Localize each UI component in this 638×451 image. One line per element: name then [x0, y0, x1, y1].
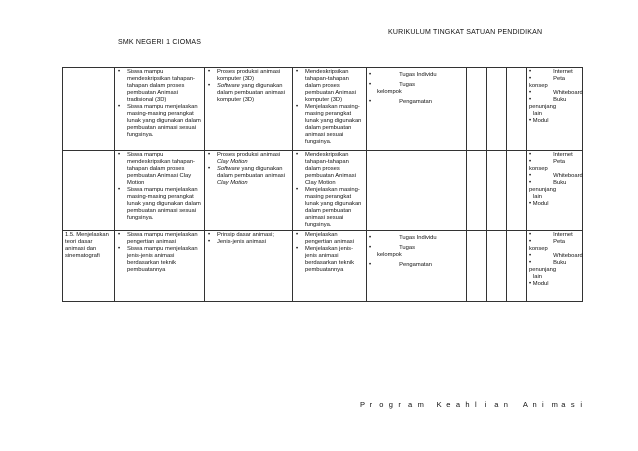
material-text: Jenis-jenis animasi — [217, 239, 266, 245]
material-cell — [205, 231, 293, 302]
footer-word-keahlian — [437, 400, 514, 409]
empty-cell — [467, 68, 487, 151]
material-italic: Clay Motion — [217, 159, 248, 165]
footer-letter: l — [475, 400, 477, 409]
resource-item: • Buku penunjang — [529, 260, 567, 273]
footer-letter: r — [369, 400, 373, 409]
table-row — [63, 68, 583, 151]
resource-item: • Internet — [529, 69, 573, 75]
resource-label: Buku penunjang — [529, 97, 567, 110]
footer-letter: a — [494, 400, 499, 409]
resource-item: • Peta konsep — [529, 76, 566, 89]
material-text: yang digunakan dalam pembuatan animasi komputer (3D) — [217, 83, 285, 103]
footer-letter: s — [570, 400, 575, 409]
material-item — [214, 83, 290, 104]
footer-letter: a — [407, 400, 413, 409]
material-item — [214, 232, 290, 239]
resource-item: • Modul — [529, 201, 549, 207]
assessment-label: Tugas Individu — [399, 235, 437, 241]
footer-program — [360, 400, 590, 409]
resource-label: Whiteboard — [553, 173, 583, 179]
school-name: SMK NEGERI 1 CIOMAS — [118, 39, 202, 46]
resource-cell — [527, 231, 583, 302]
material-list — [207, 152, 290, 187]
material-item — [214, 239, 290, 246]
resource-item: • Modul — [529, 118, 549, 124]
activity-item: • Mendeskripsikan tahapan-tahapan dalam proses pembuatan Animasi komputer (3D) — [302, 69, 364, 104]
indicator-cell — [115, 68, 205, 151]
material-italic: Software — [217, 83, 240, 89]
material-list — [207, 69, 290, 104]
activity-item: • Menjelaskan masing-masing perangkat lunak yang digunakan dalam pembuatan animasi sesuai fungsinya. — [302, 104, 364, 146]
footer-letter: m — [417, 400, 424, 409]
activity-cell — [293, 151, 367, 231]
table-row — [63, 151, 583, 231]
empty-cell — [507, 151, 527, 231]
competency-cell — [63, 151, 115, 231]
assessment-label: Pengamatan — [399, 99, 432, 105]
footer-letter: e — [446, 400, 451, 409]
footer-letter: n — [503, 400, 508, 409]
footer-letter: i — [542, 400, 544, 409]
resource-item: lain — [533, 194, 543, 200]
activity-cell — [293, 68, 367, 151]
resource-label: Whiteboard — [553, 90, 583, 96]
footer-letter: a — [455, 400, 460, 409]
competency-cell — [63, 68, 115, 151]
footer-letter: i — [484, 400, 487, 409]
resource-cell — [527, 68, 583, 151]
indicator-list — [117, 232, 202, 274]
material-text: Prinsip dasar animasi; — [217, 232, 275, 238]
material-item — [214, 69, 290, 83]
table-row — [63, 231, 583, 302]
footer-letter: i — [580, 400, 583, 409]
footer-word-program — [360, 400, 427, 409]
resource-item: • Whiteboard — [529, 173, 583, 179]
resource-label: Buku penunjang — [529, 180, 567, 193]
resource-item: • Peta konsep — [529, 239, 566, 252]
footer-letter: m — [551, 400, 558, 409]
footer-letter: a — [561, 400, 566, 409]
resource-item: • Buku penunjang — [529, 180, 567, 193]
competency-text: 1.5. Menjelaskan teori dasar animasi dan sinematografi — [65, 232, 109, 259]
empty-cell — [487, 231, 507, 302]
resource-item: • Internet — [529, 232, 573, 238]
material-italic: Software — [217, 166, 240, 172]
indicator-item: • Siswa mampu mendeskripsikan tahapan-tahapan dalam proses pembuatan Animasi Clay Motion — [124, 152, 202, 187]
assessment-cell — [367, 231, 467, 302]
material-text: yang digunakan dalam pembuatan animasi — [217, 166, 285, 179]
resource-label: Whiteboard — [553, 253, 583, 259]
empty-cell — [507, 231, 527, 302]
footer-letter: n — [532, 400, 537, 409]
material-text: Proses produksi animasi komputer (3D) — [217, 69, 281, 82]
assessment-item: • Tugas — [369, 82, 416, 88]
indicator-item: • Siswa mampu menjelaskan jenis-jenis animasi berdasarkan teknik pembuatannya — [124, 246, 202, 274]
empty-cell — [467, 151, 487, 231]
resource-item: • Whiteboard — [529, 90, 583, 96]
resource-label: Peta konsep — [529, 76, 566, 89]
resource-label: Buku penunjang — [529, 260, 567, 273]
footer-word-animasi — [523, 400, 590, 409]
resource-label: Modul — [532, 281, 549, 287]
activity-item: • Menjelaskan jenis-jenis animasi berdasarkan teknik pembuatannya — [302, 246, 364, 274]
assessment-item: • Pengamatan — [369, 262, 432, 268]
curriculum-title: KURIKULUM TINGKAT SATUAN PENDIDIKAN — [388, 29, 543, 36]
material-cell — [205, 151, 293, 231]
assessment-item: • Pengamatan — [369, 99, 432, 105]
resource-item: lain — [533, 274, 543, 280]
footer-letter: A — [522, 400, 528, 409]
resource-item: • Buku penunjang — [529, 97, 567, 110]
indicator-item: • Siswa mampu mendeskripsikan tahapan-tahapan dalam proses pembuatan Animasi tradisional (3D) — [124, 69, 202, 104]
empty-cell — [487, 68, 507, 151]
resource-item: • Modul — [529, 281, 549, 287]
resource-item: • Whiteboard — [529, 253, 583, 259]
material-list — [207, 232, 290, 246]
material-item — [214, 152, 290, 166]
resource-label: Modul — [532, 118, 549, 124]
assessment-item: kelompok — [377, 89, 402, 95]
resource-label: Internet — [553, 152, 573, 158]
indicator-item: • Siswa mampu menjelaskan masing-masing perangkat lunak yang digunakan dalam pembuatan animasi sesuai fungsinya. — [124, 104, 202, 139]
resource-item: • Peta konsep — [529, 159, 566, 172]
assessment-cell — [367, 68, 467, 151]
footer-letter: o — [379, 400, 384, 409]
resource-label: Peta konsep — [529, 239, 566, 252]
resource-label: Peta konsep — [529, 159, 566, 172]
material-cell — [205, 68, 293, 151]
competency-cell — [63, 231, 115, 302]
assessment-cell — [367, 151, 467, 231]
footer-letter: h — [465, 400, 470, 409]
indicator-cell — [115, 231, 205, 302]
indicator-list — [117, 152, 202, 222]
footer-letter: r — [398, 400, 401, 409]
assessment-label: Tugas Individu — [399, 72, 437, 78]
assessment-item: • Tugas — [369, 245, 416, 251]
footer-letter: K — [436, 400, 442, 409]
resource-item: • Internet — [529, 152, 573, 158]
footer-letter: P — [360, 400, 366, 409]
activity-item: • Mendeskripsikan tahapan-tahapan dalam proses pembuatan Animasi Clay Motion — [302, 152, 364, 187]
assessment-label: Pengamatan — [399, 262, 432, 268]
curriculum-table — [62, 67, 583, 302]
resource-label: Modul — [532, 201, 549, 207]
indicator-list — [117, 69, 202, 139]
assessment-item: • Tugas Individu — [369, 72, 437, 78]
resource-label: Internet — [553, 69, 573, 75]
material-text: Proses produksi animasi — [217, 152, 281, 158]
resource-cell — [527, 151, 583, 231]
indicator-cell — [115, 151, 205, 231]
activity-list — [295, 232, 364, 274]
activity-list — [295, 69, 364, 146]
activity-item: • Menjelaskan masing-masing perangkat lunak yang digunakan dalam pembuatan animasi sesuai fungsinya. — [302, 187, 364, 229]
resource-item: lain — [533, 111, 543, 117]
empty-cell — [507, 68, 527, 151]
activity-item: • Menjelaskan pengertian animasi — [302, 232, 364, 246]
assessment-item: kelompok — [377, 252, 402, 258]
empty-cell — [467, 231, 487, 302]
assessment-item: • Tugas Individu — [369, 235, 437, 241]
material-italic: Clay Motion — [217, 180, 248, 186]
assessment-label: Tugas — [399, 82, 416, 88]
empty-cell — [487, 151, 507, 231]
activity-list — [295, 152, 364, 229]
resource-label: Internet — [553, 232, 573, 238]
material-item — [214, 166, 290, 187]
indicator-item: • Siswa mampu menjelaskan masing-masing perangkat lunak yang digunakan dalam pembuatan animasi sesuai fungsinya. — [124, 187, 202, 222]
footer-letter: g — [388, 400, 393, 409]
indicator-item: • Siswa mampu menjelaskan pengertian animasi — [124, 232, 202, 246]
assessment-label: Tugas — [399, 245, 416, 251]
activity-cell — [293, 231, 367, 302]
